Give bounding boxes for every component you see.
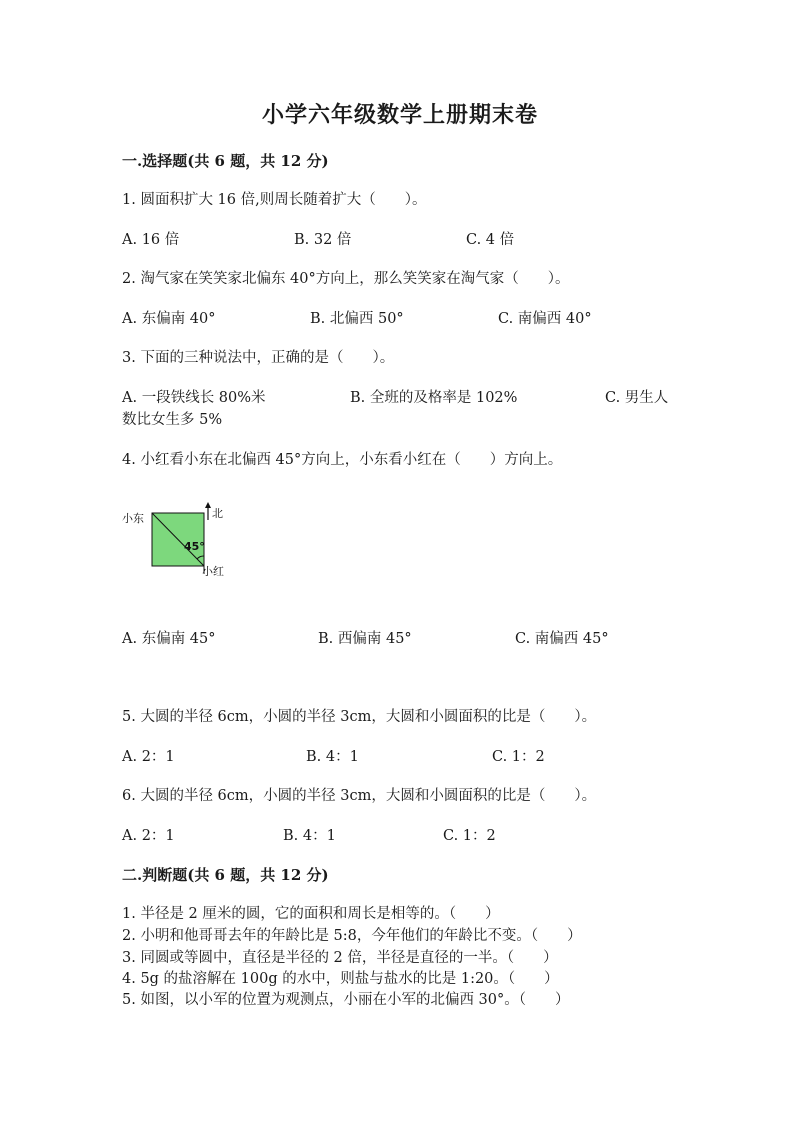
- question-6-stem: 6. 大圆的半径 6cm，小圆的半径 3cm，大圆和小圆面积的比是（ ）。: [122, 788, 597, 804]
- question-2-stem: 2. 淘气家在笑笑家北偏东 40°方向上，那么笑笑家在淘气家（ ）。: [122, 271, 570, 287]
- section-heading-choice: 一.选择题(共 6 题，共 12 分): [122, 152, 329, 170]
- section-heading-judgment: 二.判断题(共 6 题，共 12 分): [122, 866, 329, 884]
- question-6-option-b: B. 4：1: [283, 828, 336, 844]
- question-3-option-c-continued: 数比女生多 5%: [122, 412, 223, 428]
- question-4-option-b: B. 西偏南 45°: [318, 631, 412, 647]
- question-6-option-a: A. 2：1: [122, 828, 175, 844]
- question-6-option-c: C. 1：2: [443, 828, 496, 844]
- question-5-option-a: A. 2：1: [122, 749, 175, 765]
- compass-square-figure: [118, 500, 248, 590]
- question-5-option-c: C. 1：2: [492, 749, 545, 765]
- figure-label-north: 北: [212, 507, 223, 520]
- north-arrowhead-icon: [205, 502, 211, 508]
- judgment-item-5: 5. 如图，以小军的位置为观测点，小丽在小军的北偏西 30°。（ ）: [122, 992, 570, 1008]
- question-3-option-a: A. 一段铁线长 80%米: [122, 390, 266, 406]
- question-4-option-c: C. 南偏西 45°: [515, 631, 609, 647]
- question-2-option-a: A. 东偏南 40°: [122, 311, 216, 327]
- question-3-stem: 3. 下面的三种说法中，正确的是（ ）。: [122, 350, 395, 366]
- question-3-option-c: C. 男生人: [605, 390, 669, 406]
- question-4-stem: 4. 小红看小东在北偏西 45°方向上，小东看小红在（ ）方向上。: [122, 452, 563, 468]
- question-5-stem: 5. 大圆的半径 6cm，小圆的半径 3cm，大圆和小圆面积的比是（ ）。: [122, 709, 597, 725]
- judgment-item-3: 3. 同圆或等圆中，直径是半径的 2 倍，半径是直径的一半。（ ）: [122, 950, 558, 966]
- figure-label-xiaohong: 小红: [202, 565, 224, 578]
- question-3-option-b: B. 全班的及格率是 102%: [350, 390, 518, 406]
- figure-angle-label: 45°: [184, 540, 205, 553]
- question-4-option-a: A. 东偏南 45°: [122, 631, 216, 647]
- question-1-option-b: B. 32 倍: [294, 232, 352, 248]
- question-2-option-c: C. 南偏西 40°: [498, 311, 592, 327]
- question-1-option-c: C. 4 倍: [466, 232, 515, 248]
- judgment-item-4: 4. 5g 的盐溶解在 100g 的水中，则盐与盐水的比是 1:20。（ ）: [122, 971, 559, 987]
- question-1-stem: 1. 圆面积扩大 16 倍,则周长随着扩大（ ）。: [122, 192, 427, 208]
- judgment-item-2: 2. 小明和他哥哥去年的年龄比是 5:8，今年他们的年龄比不变。（ ）: [122, 928, 582, 944]
- question-1-option-a: A. 16 倍: [122, 232, 180, 248]
- question-5-option-b: B. 4：1: [306, 749, 359, 765]
- figure-label-xiaodong: 小东: [122, 512, 144, 525]
- question-2-option-b: B. 北偏西 50°: [310, 311, 404, 327]
- judgment-item-1: 1. 半径是 2 厘米的圆，它的面积和周长是相等的。（ ）: [122, 906, 500, 922]
- page-title: 小学六年级数学上册期末卷: [261, 102, 538, 128]
